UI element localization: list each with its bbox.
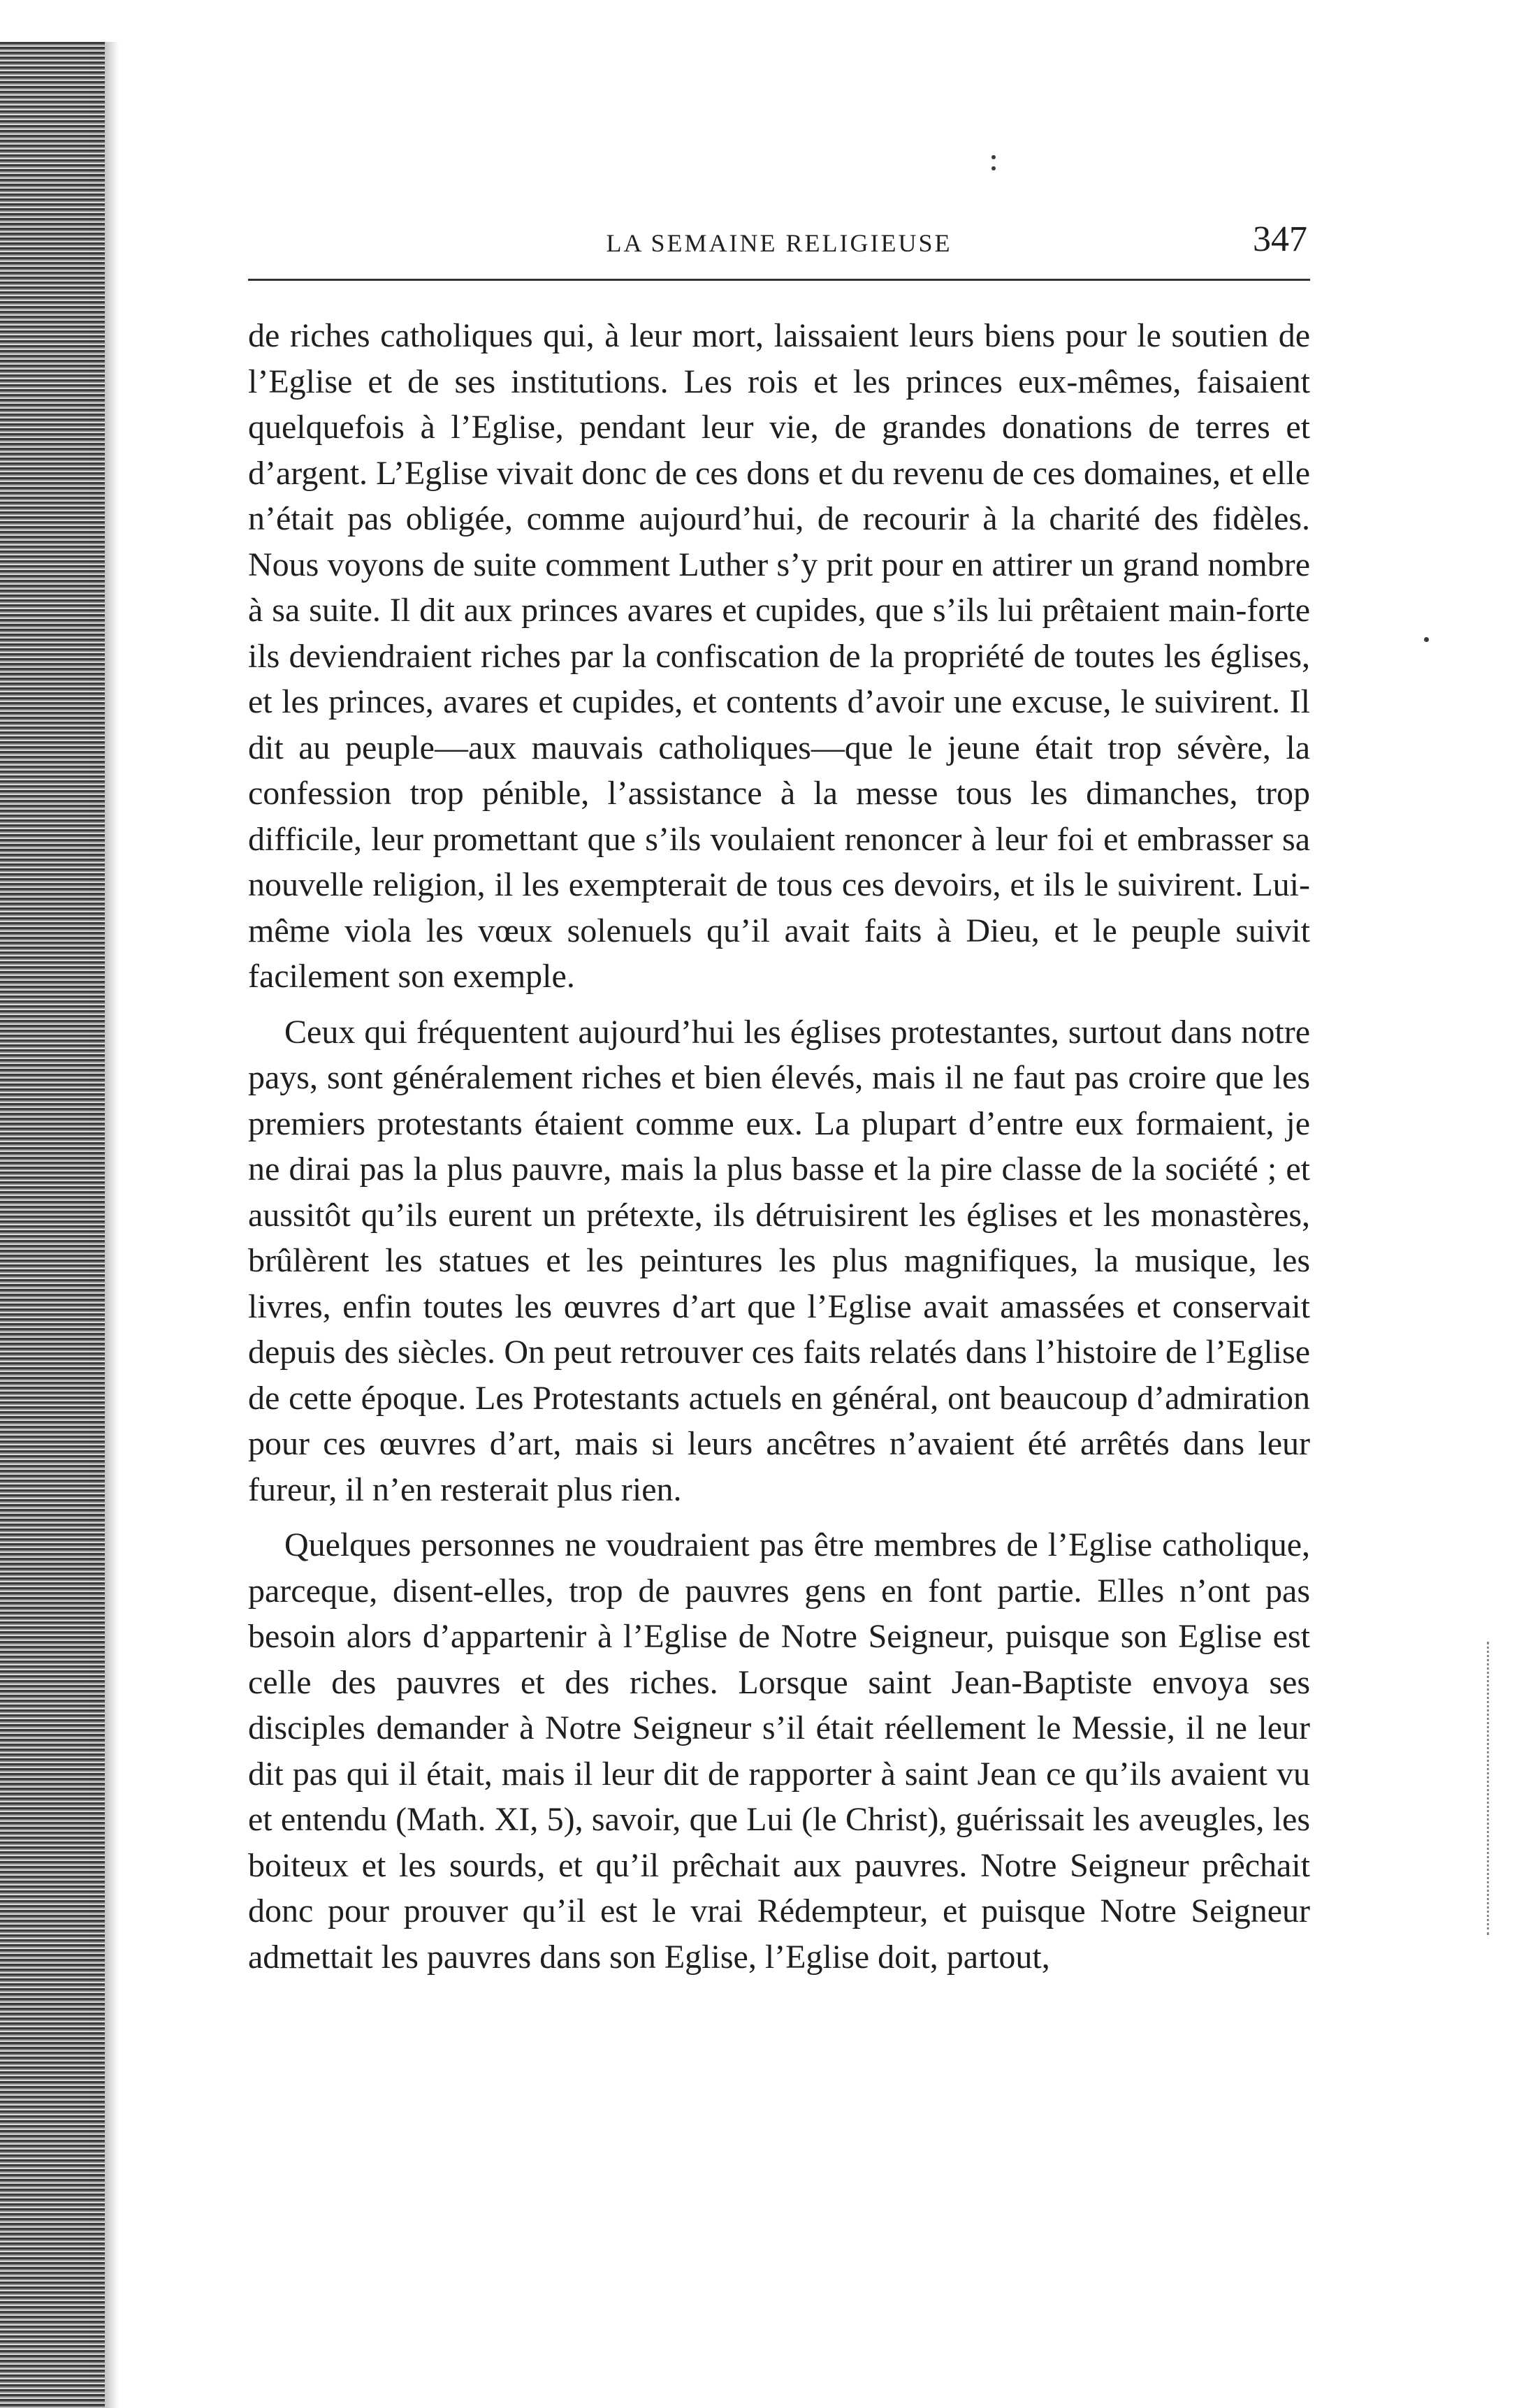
speck bbox=[1424, 637, 1429, 642]
binding-strip bbox=[0, 42, 105, 2408]
page-number: 347 bbox=[1253, 219, 1307, 259]
running-title: LA SEMAINE RELIGIEUSE bbox=[606, 229, 952, 257]
paragraph: Ceux qui fréquentent aujourd’hui les églises protestantes, surtout dans notre pays, sont généralement riches et bien élevés, mais il ne faut pas croire que les premiers protestants étaient comme eux. La plupart d’entre eux formaient, je ne dirai pas la plus pauvre, mais la plus basse et la pire classe de la société ; et aussitôt qu’ils eurent un prétexte, ils détruisirent les églises et les monastères, brûlèrent les statues et les peintures les plus magnifiques, la musique, les livres, enfin toutes les œuvres d’art que l’Eglise avait amassées et conservait depuis des siècles. On peut retrouver ces faits relatés dans l’histoire de l’Eglise de cette époque. Les Protestants actuels en général, ont beaucoup d’admiration pour ces œuvres d’art, mais si leurs ancêtres n’avaient été arrêtés dans leur fureur, il n’en resterait plus rien. bbox=[248, 1013, 1310, 1508]
paragraph: de riches catholiques qui, à leur mort, laissaient leurs biens pour le soutien de l’Eglise et de ses institutions. Les rois et les princes eux-mêmes, faisaient quelquefois à l’Eglise, pendant leur vie, de grandes donations de terres et d’argent. L’Eglise vivait donc de ces dons et du revenu de ces domaines, et elle n’était pas obligée, comme aujourd’hui, de recourir à la charité des fidèles. Nous voyons de suite comment Luther s’y prit pour en attirer un grand nombre à sa suite. Il dit aux princes avares et cupides, que s’ils lui prêtaient main-forte ils deviendraient riches par la confiscation de la propriété de toutes les églises, et les princes, avares et cupides, et contents d’avoir une excuse, le suivirent. Il dit au peuple—aux mauvais catholiques—que le jeune était trop sévère, la confession trop pénible, l’assistance à la messe tous les dimanches, trop difficile, leur promettant que s’ils voulaient renoncer à leur foi et embrasser sa nouvelle religion, il les exempterait de tous ces devoirs, et ils le suivirent. Lui-même viola les vœux solenuels qu’il avait faits à Dieu, et le peuple suivit facilement son exemple. bbox=[248, 317, 1310, 995]
speck bbox=[991, 166, 996, 170]
running-head bbox=[248, 219, 1310, 281]
speck bbox=[991, 155, 996, 159]
margin-marks bbox=[1487, 1642, 1496, 1935]
body-text bbox=[248, 313, 1310, 1980]
paragraph: Quelques personnes ne voudraient pas être membres de l’Eglise catholique, parceque, disent-elles, trop de pauvres gens en font partie. Elles n’ont pas besoin alors d’appartenir à l’Eglise de Notre Seigneur, puisque son Eglise est celle des pauvres et des riches. Lorsque saint Jean-Baptiste envoya ses disciples demander à Notre Seigneur s’il était réellement le Messie, il ne leur dit pas qui il était, mais il leur dit de rapporter à saint Jean ce qu’ils avaient vu et entendu (Math. XI, 5), savoir, que Lui (le Christ), guérissait les aveugles, les boiteux et les sourds, et qu’il prêchait aux pauvres. Notre Seigneur prêchait donc pour prouver qu’il est le vrai Rédempteur, et puisque Notre Seigneur admettait les pauvres dans son Eglise, l’Eglise doit, partout, bbox=[248, 1526, 1310, 1976]
page bbox=[248, 219, 1310, 2314]
